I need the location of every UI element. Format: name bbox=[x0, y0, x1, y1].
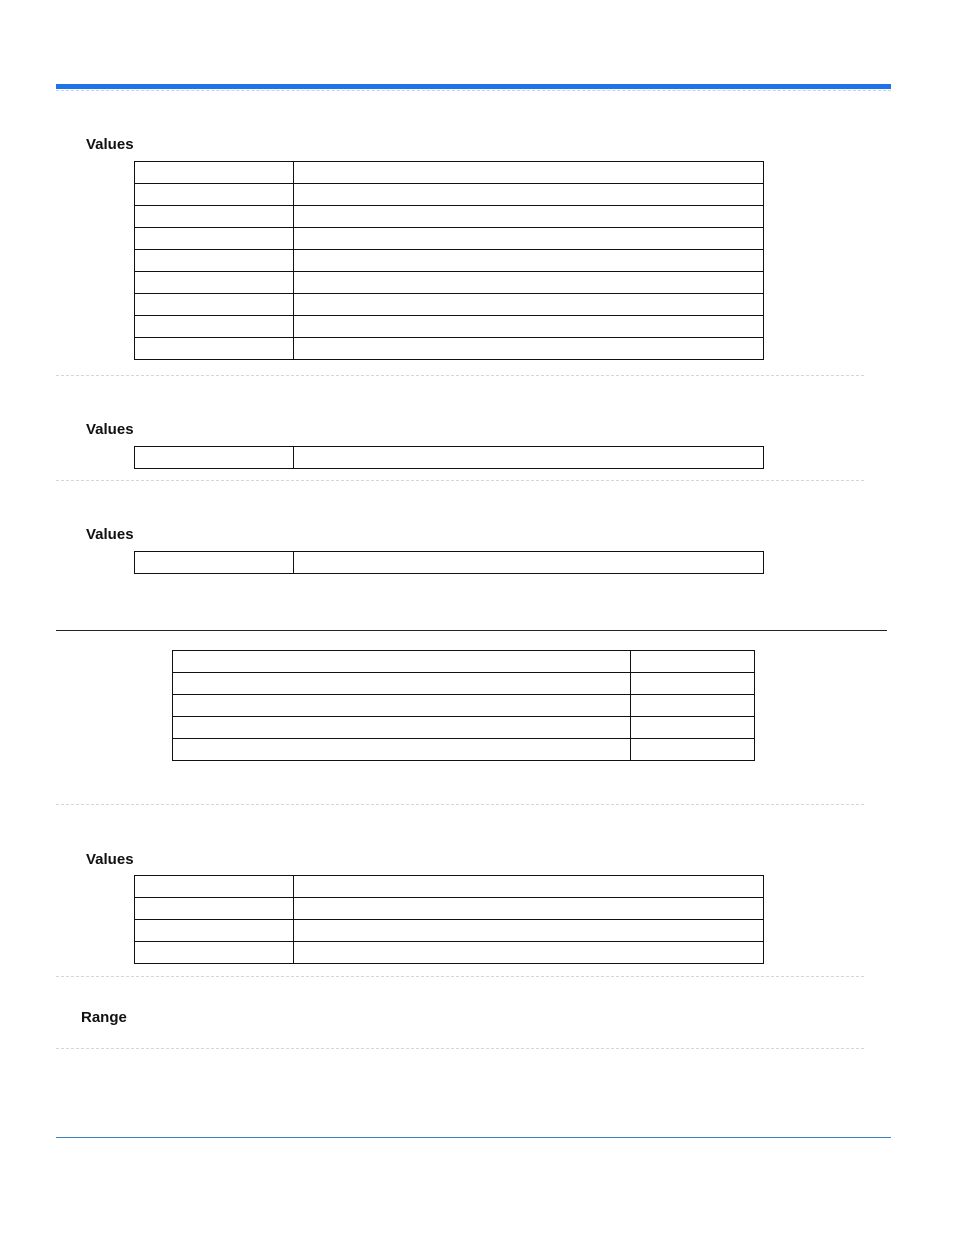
table-cell bbox=[135, 228, 294, 250]
section-heading-range: Range bbox=[81, 1009, 127, 1026]
table-cell bbox=[135, 316, 294, 338]
table-cell bbox=[294, 942, 764, 964]
table-row bbox=[135, 184, 764, 206]
footer-rule bbox=[56, 1137, 891, 1138]
table-cell bbox=[173, 717, 631, 739]
table-cell bbox=[630, 739, 754, 761]
section-rule bbox=[56, 630, 887, 631]
table-cell bbox=[135, 272, 294, 294]
values-table-1 bbox=[134, 161, 764, 360]
table-cell bbox=[135, 162, 294, 184]
section-divider bbox=[56, 1048, 864, 1049]
table-cell bbox=[135, 876, 294, 898]
table-cell bbox=[630, 673, 754, 695]
table-cell bbox=[294, 898, 764, 920]
table-cell bbox=[135, 184, 294, 206]
table-cell bbox=[294, 162, 764, 184]
section-divider bbox=[56, 804, 864, 805]
table-cell bbox=[294, 552, 764, 574]
section-heading-values-3: Values bbox=[86, 526, 134, 543]
table-cell bbox=[135, 294, 294, 316]
table-cell bbox=[294, 272, 764, 294]
table-cell bbox=[294, 876, 764, 898]
table-cell bbox=[135, 447, 294, 469]
table-cell bbox=[173, 651, 631, 673]
table-row bbox=[135, 316, 764, 338]
table-cell bbox=[294, 338, 764, 360]
table-row bbox=[135, 206, 764, 228]
table-row bbox=[173, 695, 755, 717]
table-cell bbox=[294, 184, 764, 206]
section-heading-values-1: Values bbox=[86, 136, 134, 153]
table-cell bbox=[135, 898, 294, 920]
table-cell bbox=[630, 651, 754, 673]
summary-table bbox=[172, 650, 755, 761]
table-row bbox=[135, 942, 764, 964]
table-cell bbox=[135, 250, 294, 272]
table-row bbox=[135, 898, 764, 920]
section-divider bbox=[56, 976, 864, 977]
table-row bbox=[173, 651, 755, 673]
table-row bbox=[173, 717, 755, 739]
table-row bbox=[173, 739, 755, 761]
table-row bbox=[135, 162, 764, 184]
table-row bbox=[135, 338, 764, 360]
header-divider bbox=[56, 90, 891, 91]
table-row bbox=[135, 272, 764, 294]
table-cell bbox=[294, 294, 764, 316]
header-accent-bar bbox=[56, 84, 891, 89]
table-cell bbox=[173, 739, 631, 761]
table-cell bbox=[135, 552, 294, 574]
table-row bbox=[135, 250, 764, 272]
table-row bbox=[135, 447, 764, 469]
values-table-3 bbox=[134, 551, 764, 574]
section-heading-values-4: Values bbox=[86, 851, 134, 868]
table-cell bbox=[135, 206, 294, 228]
section-divider bbox=[56, 375, 864, 376]
table-cell bbox=[173, 673, 631, 695]
section-heading-values-2: Values bbox=[86, 421, 134, 438]
table-row bbox=[135, 552, 764, 574]
table-cell bbox=[630, 717, 754, 739]
table-cell bbox=[135, 338, 294, 360]
values-table-4 bbox=[134, 875, 764, 964]
table-row bbox=[135, 228, 764, 250]
table-cell bbox=[294, 316, 764, 338]
table-cell bbox=[630, 695, 754, 717]
table-cell bbox=[173, 695, 631, 717]
table-cell bbox=[135, 920, 294, 942]
table-cell bbox=[294, 206, 764, 228]
table-row bbox=[135, 294, 764, 316]
table-cell bbox=[294, 250, 764, 272]
table-row bbox=[135, 920, 764, 942]
table-row bbox=[173, 673, 755, 695]
table-cell bbox=[135, 942, 294, 964]
table-cell bbox=[294, 920, 764, 942]
table-row bbox=[135, 876, 764, 898]
section-divider bbox=[56, 480, 864, 481]
table-cell bbox=[294, 228, 764, 250]
table-cell bbox=[294, 447, 764, 469]
values-table-2 bbox=[134, 446, 764, 469]
